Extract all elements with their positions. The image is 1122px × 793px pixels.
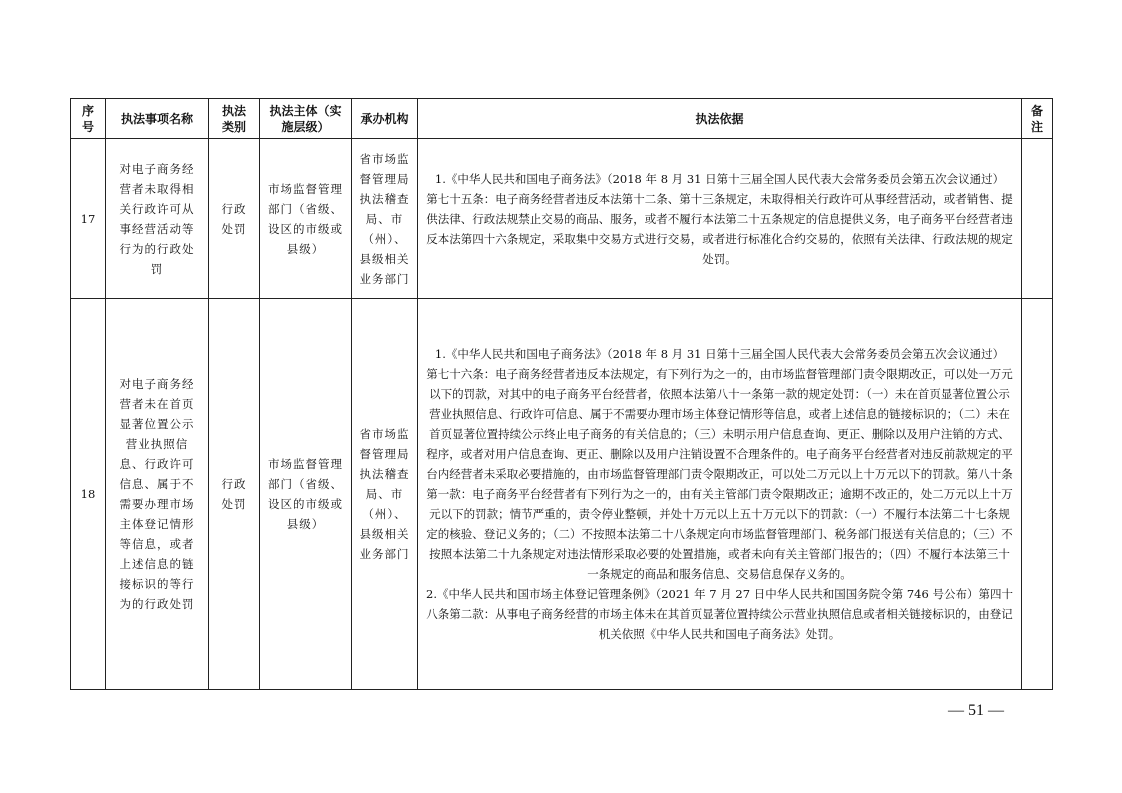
law-enforcement-table [70,98,1053,690]
table-row [71,139,1053,299]
cell-remark [1022,139,1053,299]
basis-paragraph: 第七十五条：电子商务经营者违反本法第十二条、第十三条规定，未取得相关行政许可从事经营活动，或者销售、提供法律、行政法规禁止交易的商品、服务，或者不履行本法第二十五条规定的信息提供义务，电子商务平台经营者违反本法第四十六条规定，采取集中交易方式进行交易，或者进行标准化合约交易的，依照有关法律、行政法规的规定处罚。 [426,191,1013,266]
table-header-row [71,99,1053,139]
cell-name: 对电子商务经营者未在首页显著位置公示营业执照信息、行政许可信息、属于不需要办理市场主体登记情形等信息，或者上述信息的链接标识的等行为的行政处罚 [106,299,209,690]
cell-agency: 省市场监督管理局执法稽查局、市（州）、县级相关业务部门 [352,139,418,299]
cell-seq: 18 [71,299,106,690]
basis-paragraph: 1.《中华人民共和国电子商务法》（2018 年 8 月 31 日第十三届全国人民代表大会常务委员会第五次会议通过） [434,171,1005,186]
header-category: 执法类别 [209,99,260,139]
basis-paragraph: 1.《中华人民共和国电子商务法》（2018 年 8 月 31 日第十三届全国人民代表大会常务委员会第五次会议通过） [434,347,1005,361]
header-agency: 承办机构 [352,99,418,139]
cell-remark [1022,299,1053,690]
header-basis: 执法依据 [418,99,1022,139]
table-row [71,299,1053,690]
cell-basis [418,139,1022,299]
basis-paragraph: 第七十六条：电子商务经营者违反本法规定，有下列行为之一的，由市场监督管理部门责令限期改正，可以处一万元以下的罚款，对其中的电子商务平台经营者，依照本法第八十一条第一款的规定处罚：（一）未在首页显著位置公示营业执照信息、行政许可信息、属于不需要办理市场主体登记情形等信息，或者上述信息的链接标识的；（二）未在首页显著位置持续公示终止电子商务的有关信息的；（三）未明示用户信息查询、更正、删除以及用户注销的方式、程序，或者对用户信息查询、更正、删除以及用户注销设置不合理条件的。电子商务平台经营者对违反前款规定的平台内经营者未采取必要措施的，由市场监督管理部门责令限期改正，可以处二万元以上十万元以下的罚款。第八十条第一款：电子商务平台经营者有下列行为之一的，由有关主管部门责令限期改正；逾期不改正的，处二万元以上十万元以下的罚款；情节严重的，责令停业整顿，并处十万元以上五十万元以下的罚款：（一）不履行本法第二十七条规定的核验、登记义务的；（二）不按照本法第二十八条规定向市场监督管理部门、税务部门报送有关信息的；（三）不按照本法第二十九条规定对违法情形采取必要的处置措施，或者未向有关主管部门报告的；（四）不履行本法第三十一条规定的商品和服务信息、交易信息保存义务的。 [426,367,1013,581]
cell-seq: 17 [71,139,106,299]
cell-subject: 市场监督管理部门（省级、设区的市级或县级） [260,299,352,690]
cell-subject: 市场监督管理部门（省级、设区的市级或县级） [260,139,352,299]
basis-paragraph: 2.《中华人民共和国市场主体登记管理条例》（2021 年 7 月 27 日中华人民共和国国务院令第 746 号公布）第四十八条第二款：从事电子商务经营的市场主体未在其首页显著位置持续公示营业执照信息或者相关链接标识的，由登记机关依照《中华人民共和国电子商务法》处罚。 [426,587,1013,641]
header-seq: 序号 [71,99,106,139]
cell-basis [418,299,1022,690]
cell-agency: 省市场监督管理局执法稽查局、市（州）、县级相关业务部门 [352,299,418,690]
header-remark: 备注 [1022,99,1053,139]
cell-category: 行政处罚 [209,299,260,690]
cell-name: 对电子商务经营者未取得相关行政许可从事经营活动等行为的行政处罚 [106,139,209,299]
header-name: 执法事项名称 [106,99,209,139]
cell-category: 行政处罚 [209,139,260,299]
header-subject: 执法主体（实施层级） [260,99,352,139]
page-number: — 51 — [948,702,1004,719]
